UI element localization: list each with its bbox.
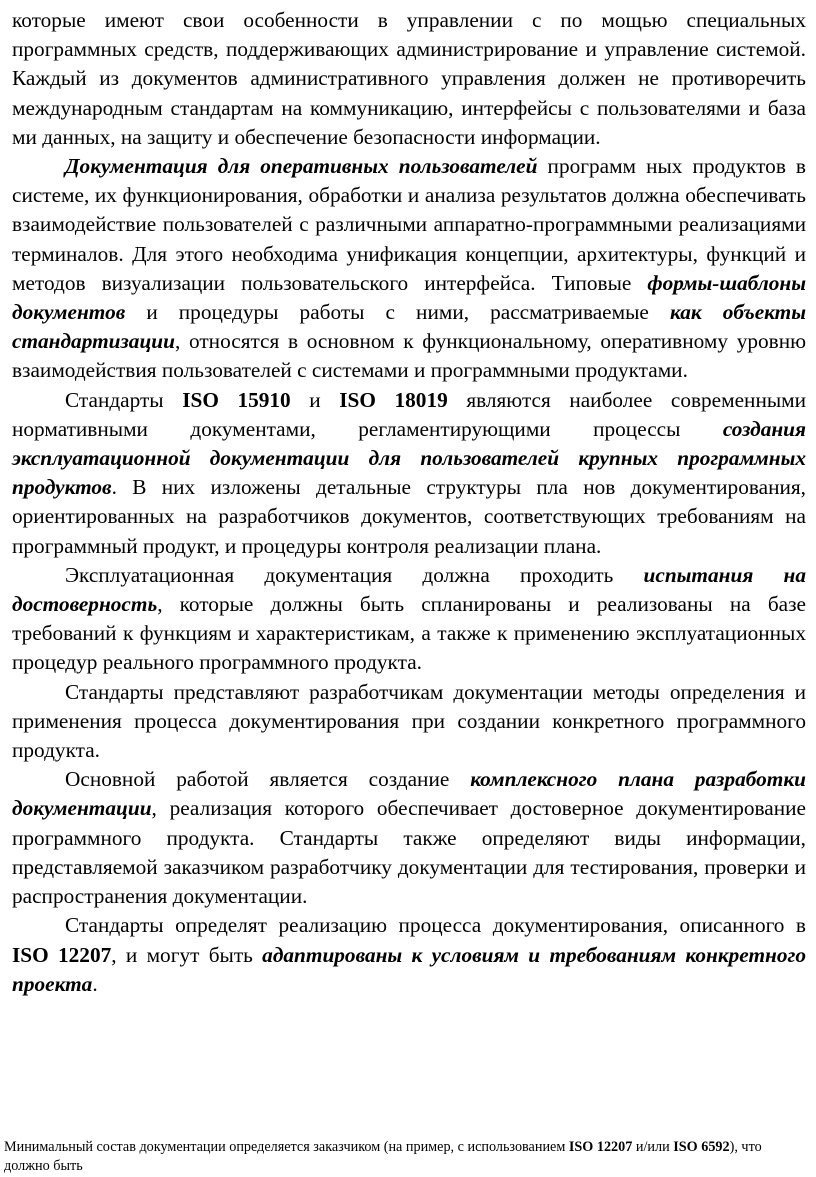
paragraph-3 <box>12 386 806 561</box>
paragraph-6 <box>12 765 806 911</box>
document-body <box>12 6 806 999</box>
paragraph-1 <box>12 6 806 152</box>
standard-code: ISO 12207 <box>568 1139 633 1155</box>
paragraph-5 <box>12 678 806 766</box>
paragraph-2 <box>12 152 806 386</box>
paragraph-4 <box>12 561 806 678</box>
text-run: , реализация которого обеспечивает достоверное документирование программного продукта. Стандарты также определяют виды информации, представляемой заказчиком разработчику документации для тестирования, проверки и распространения документации. <box>12 796 806 909</box>
footnote-text: ), что должно быть <box>4 1139 762 1174</box>
text-run: Основной работой является создание <box>65 767 471 792</box>
text-run: , которые должны быть спланированы и реализованы на базе требований к функциям и характеристикам, а также к применению эксплуатационных процедур реального программного продукта. <box>12 592 806 675</box>
text-run: которые имеют свои особенности в управлении с по мощью специальных программных средств, поддерживающих администрирование и управление системой. Каждый из документов административного управления должен не противоречить международным стандартам на коммуникацию, интерфейсы с пользователями и база ми данных, на защиту и обеспечение безопасности информации. <box>12 8 806 149</box>
text-run: . В них изложены детальные структуры пла нов документирования, ориентированных на разработчиков документов, соответствующих требованиям на программный продукт, и процедуры контроля реализации плана. <box>12 475 806 558</box>
text-run: являются наиболее современными нормативными документами, регламентирующими процессы <box>12 387 807 441</box>
standard-code: ISO 12207 <box>12 942 112 967</box>
emphasis-run: испытания на достоверность <box>12 562 806 617</box>
text-run: Стандарты <box>65 387 183 412</box>
standard-code: ISO 15910 <box>182 387 291 412</box>
emphasis-run: как объекты стандартизации <box>12 300 806 354</box>
text-run: и процедуры работы с ними, рассматриваемые <box>125 300 670 325</box>
emphasis-run: создания эксплуатационной документации для пользователей крупных программных продуктов <box>12 416 806 500</box>
text-run: , относятся в основном к функциональному, оперативному уровню взаимодействия пользователей с системами и программными продуктами. <box>12 329 806 383</box>
emphasis-run: Документация для оперативных пользователей <box>65 154 538 179</box>
emphasis-run: комплексного плана разработки документации <box>12 767 806 821</box>
text-run: . <box>92 971 98 996</box>
standard-code: ISO 18019 <box>339 387 448 412</box>
emphasis-run: адаптированы к условиям и требованиям конкретного проекта <box>12 942 807 996</box>
footnote <box>4 1138 810 1175</box>
paragraph-7 <box>12 911 806 999</box>
text-run: Стандарты определят реализацию процесса документирования, описанного в <box>65 913 806 938</box>
footnote-text: и/или <box>632 1139 674 1155</box>
text-run: и <box>290 387 340 412</box>
footnote-text: Минимальный состав документации определяется заказчиком (на пример, с использованием <box>4 1139 569 1155</box>
emphasis-run: формы-шаблоны документов <box>12 270 806 325</box>
text-run: Эксплуатационная документация должна проходить <box>65 562 644 587</box>
standard-code: ISO 6592 <box>673 1139 730 1155</box>
text-run: Стандарты представляют разработчикам документации методы определения и применения процесса документирования при создании конкретного программного продукта. <box>12 679 806 763</box>
text-run: , и могут быть <box>111 942 263 967</box>
text-run: программ ных продуктов в системе, их функционирования, обработки и анализа результатов должна обеспечивать взаимодействие пользователей с различными аппаратно-программными реализациями терминалов. Для этого необходима унификация концепции, архитектуры, функций и методов визуализации пользовательского интерфейса. Типовые <box>12 154 806 295</box>
